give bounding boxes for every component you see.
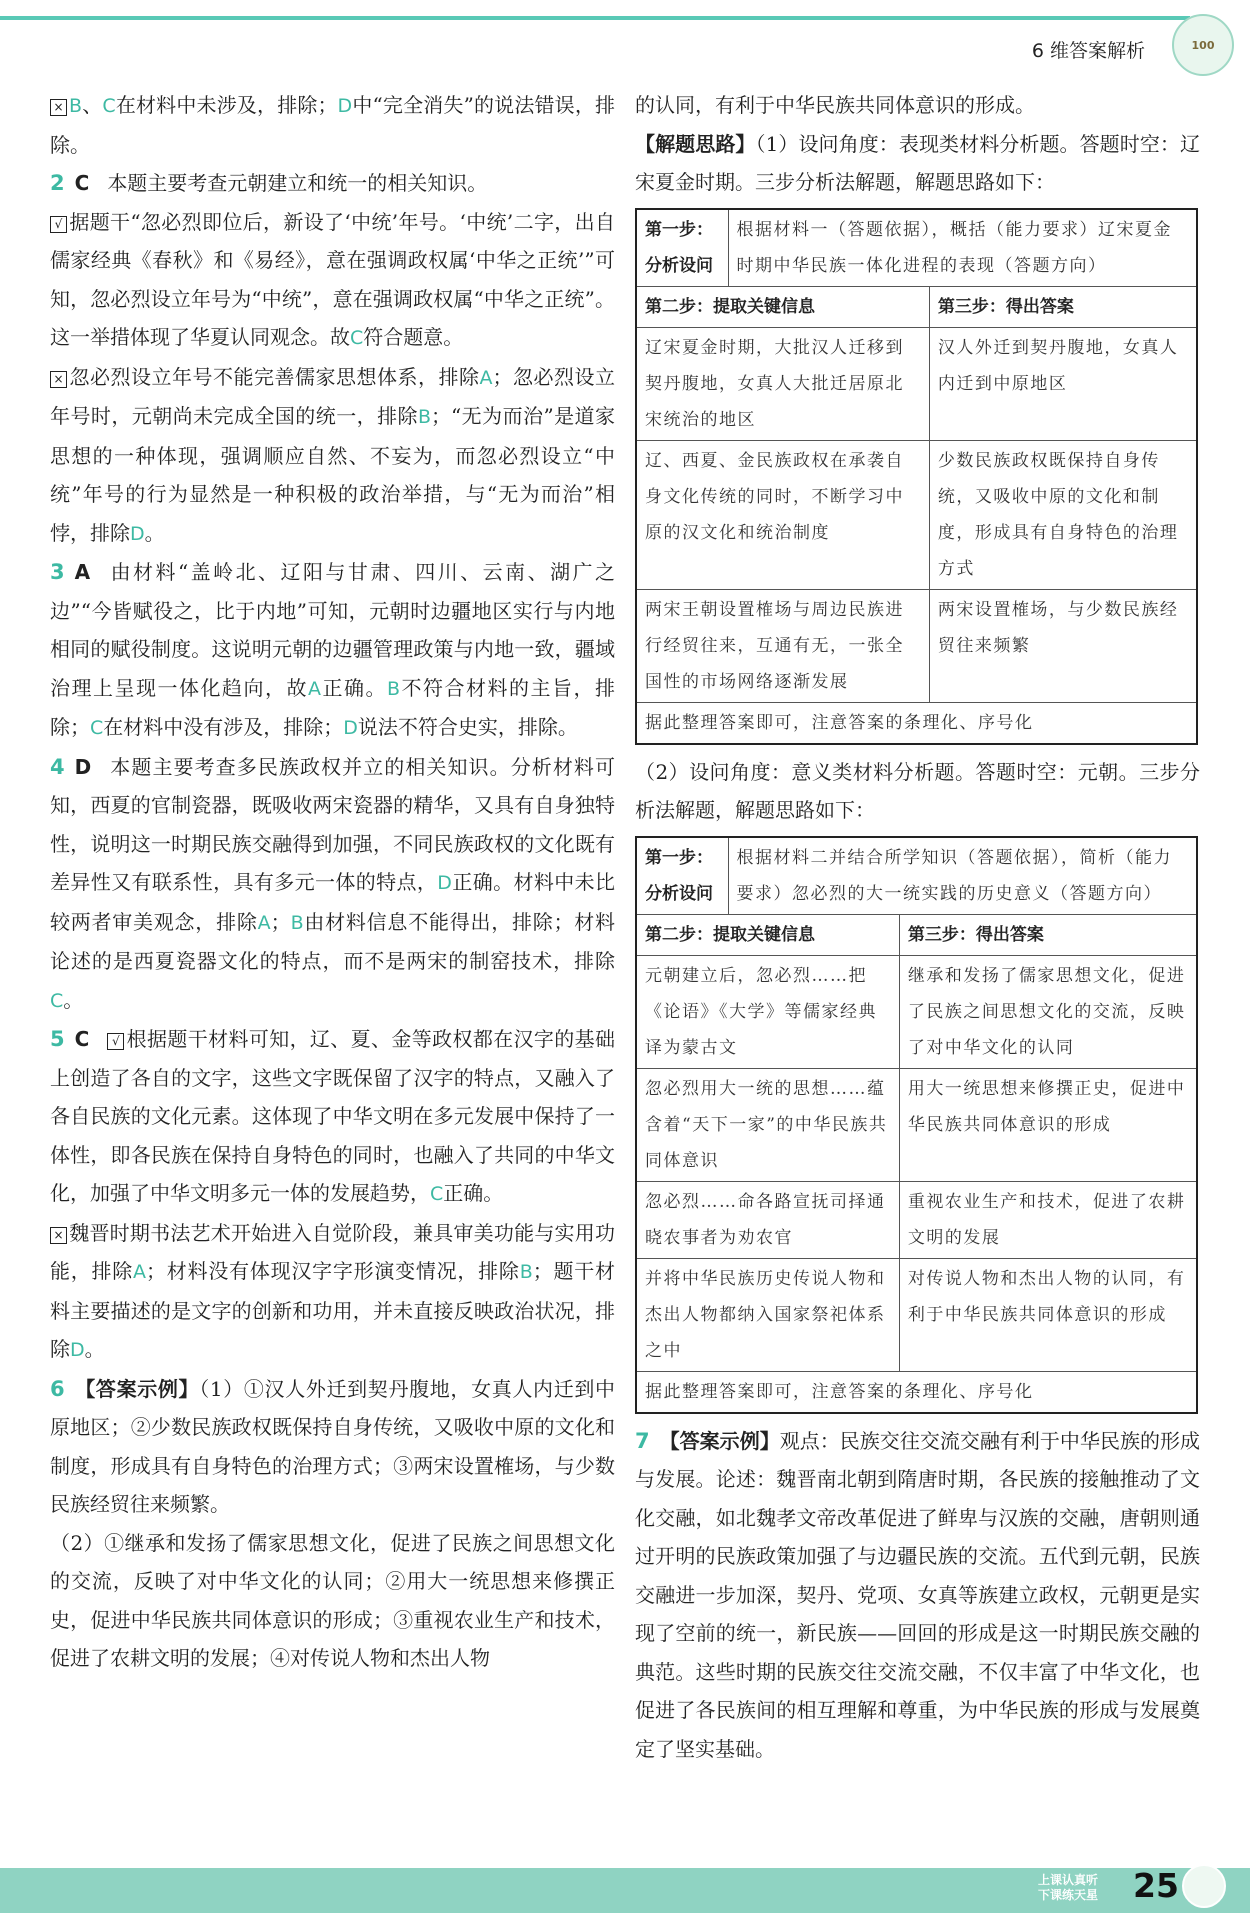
page-number: 25 [1133, 1866, 1179, 1905]
step1-label-b: 分析设问 [645, 255, 713, 276]
step3-header: 第三步：得出答案 [899, 914, 1197, 955]
option-b: B [417, 406, 432, 428]
q5-t2: 正确。 [443, 1181, 504, 1205]
key-info-cell: 辽、西夏、金民族政权在承袭自身文化传统的同时，不断学习中原的汉文化和统治制度 [636, 440, 929, 589]
option-c: C [50, 989, 64, 1012]
q3-t3: 不符合材料的主旨，排除； [50, 675, 616, 739]
option-b: B [69, 95, 83, 117]
q4-t3: ； [270, 909, 291, 934]
q5-w1: 魏晋时期书法艺术开始进入自觉阶段，兼具审美功能与实用功能，排除 [50, 1220, 615, 1283]
answer-cell: 少数民族政权既保持自身传统，又吸收中原的文化和制度，形成具有自身特色的治理方式 [929, 440, 1197, 589]
question-number: 4 [50, 754, 65, 779]
q7-block [635, 1422, 1200, 1769]
table-note: 据此整理答案即可，注意答案的条理化、序号化 [636, 702, 1197, 744]
key-info-cell: 两宋王朝设置榷场与周边民族进行经贸往来，互通有无，一张全国性的市场网络逐渐发展 [636, 589, 929, 702]
table-note: 据此整理答案即可，注意答案的条理化、序号化 [636, 1371, 1197, 1413]
q1-tail: × B、C在材料中未涉及，排除；D中“完全消失”的说法错误，排除。 [50, 93, 616, 157]
option-d: D [343, 717, 358, 739]
q3-t1: 由材料“盖岭北、辽阳与甘肃、四川、云南、湖广之边”“今皆赋役之，比于内地”可知，元朝时边疆地区实行与内地相同的赋役制度。这说明元朝的边疆管理政策与内地一致，疆域治理上呈现一体化趋向，故 [50, 560, 615, 700]
option-b: B [386, 677, 401, 700]
left-column [50, 86, 615, 1678]
mascot-icon [1182, 1864, 1226, 1908]
answer-cell: 用大一统思想来修撰正史，促进中华民族共同体意识的形成 [899, 1068, 1197, 1181]
q2-correct-text: 据题干“忽必烈即位后，新设了‘中统’年号。‘中统’二字，出自儒家经典《春秋》和《易经》，意在强调政权属‘中华之正统’”可知，忽必烈设立年号为“中统”，意在强调政权属“中华之正统”。这一举措体现了华夏认同观念。故 [50, 209, 615, 349]
option-a: A [133, 1261, 147, 1283]
wrong-mark-icon: × [50, 99, 67, 116]
table-row [636, 955, 1197, 1068]
q5-wrong [50, 1214, 615, 1370]
correct-mark-icon: √ [50, 216, 67, 233]
analysis-table-2 [635, 836, 1198, 1414]
option-d: D [437, 872, 452, 894]
answer-letter: C [74, 171, 90, 195]
q2-lead: 本题主要考查元朝建立和统一的相关知识。 [107, 171, 488, 195]
step1-text: 根据材料二并结合所学知识（答题依据），简析（能力要求）忽必烈的大一统实践的历史意义（答题方向） [728, 837, 1197, 915]
step1-label-b: 分析设问 [645, 883, 713, 904]
right-column [635, 86, 1200, 1768]
q3-t5: 说法不符合史实，排除。 [357, 715, 578, 739]
footer-slogan [1038, 1873, 1098, 1903]
answer-letter: D [74, 754, 92, 779]
q3-block [50, 553, 615, 748]
answer-cell: 重视农业生产和技术，促进了农耕文明的发展 [899, 1181, 1197, 1258]
logo-text: 100 [1191, 38, 1215, 52]
table-row [636, 327, 1197, 440]
q2-wrong [50, 358, 615, 554]
step1-label [636, 837, 728, 915]
header-title: 6 维答案解析 [1031, 40, 1145, 62]
answer-letter: A [74, 560, 91, 584]
q4-t1: 本题主要考查多民族政权并立的相关知识。分析材料可知，西夏的官制瓷器，既吸收两宋瓷器的精华，又具有自身独特性，说明这一时期民族交融得到加强，不同民族政权的文化既有差异性又有联系性，具有多元一体的特点， [50, 754, 615, 894]
slogan-line-1: 上课认真听 [1038, 1873, 1099, 1887]
question-number: 3 [50, 560, 65, 584]
q2-w4: 。 [144, 520, 165, 545]
logo-mascot-icon [1172, 14, 1234, 76]
answer-cell: 继承和发扬了儒家思想文化，促进了民族之间思想文化的交流，反映了对中华文化的认同 [899, 955, 1197, 1068]
step1-text: 根据材料一（答题依据），概括（能力要求）辽宋夏金时期中华民族一体化进程的表现（答题方向） [728, 209, 1197, 287]
table-row [636, 440, 1197, 589]
option-c: C [90, 717, 104, 739]
option-d: D [70, 1339, 85, 1361]
key-info-cell: 辽宋夏金时期，大批汉人迁移到契丹腹地，女真人大批迁居原北宋统治的地区 [636, 327, 929, 440]
q5-w2: ；材料没有体现汉字字形演变情况，排除 [146, 1259, 520, 1283]
option-b: B [290, 911, 304, 934]
question-number: 2 [50, 171, 65, 195]
table-row [636, 1181, 1197, 1258]
q2-correct-end: 符合题意。 [363, 325, 464, 349]
q3-t4: 在材料中没有涉及，排除； [103, 715, 344, 739]
q6-p2-block [50, 1524, 615, 1678]
question-number: 6 [50, 1376, 65, 1401]
q7-text: 观点：民族交往交流交融有利于中华民族的形成与发展。论述：魏晋南北朝到隋唐时期，各民族的接触推动了文化交融，如北魏孝文帝改革促进了鲜卑与汉族的交融，唐朝则通过开明的民族政策加强了与边疆民族的交流。五代到元朝，民族交融进一步加深，契丹、党项、女真等族建立政权，元朝更是实现了空前的统一，新民族——回回的形成是这一时期民族交融的典范。这些时期的民族交往交流交融，不仅丰富了中华文化，也促进了各民族间的相互理解和尊重，为中华民族的形成与发展奠定了坚实基础。 [635, 1428, 1201, 1761]
answer-letter: C [74, 1027, 90, 1051]
option-c: C [430, 1183, 444, 1205]
step3-header: 第三步：得出答案 [929, 286, 1197, 327]
option-c: C [350, 327, 364, 349]
key-info-cell: 并将中华民族历史传说人物和杰出人物都纳入国家祭祀体系之中 [636, 1258, 899, 1371]
table-row [636, 589, 1197, 702]
option-d: D [130, 522, 145, 545]
q4-block [50, 748, 615, 1021]
question-number: 7 [635, 1428, 650, 1453]
route-2-text: （2）设问角度：意义类材料分析题。答题时空：元朝。三步分析法解题，解题思路如下： [635, 759, 1200, 822]
q6-p1: （1）①汉人外迁到契丹腹地，女真人内迁到中原地区；②少数民族政权既保持自身传统，又吸收中原的文化和制度，形成具有自身特色的治理方式；③两宋设置榷场，与少数民族经贸往来频繁。 [50, 1376, 615, 1516]
continuation-text: 的认同，有利于中华民族共同体意识的形成。 [635, 93, 1035, 117]
option-a: A [257, 911, 271, 934]
slogan-line-2: 下课练天星 [1038, 1888, 1099, 1902]
answer-example-tag: 【答案示例】 [659, 1428, 780, 1453]
q2-w2: ；忽必烈设立年号时，元朝尚未完成全国的统一，排除 [50, 364, 615, 428]
q5-w4: 。 [84, 1337, 105, 1361]
step2-header: 第二步：提取关键信息 [636, 914, 899, 955]
step1-label [636, 209, 728, 287]
answer-cell: 汉人外迁到契丹腹地，女真人内迁到中原地区 [929, 327, 1197, 440]
step2-header: 第二步：提取关键信息 [636, 286, 929, 327]
header-bar [0, 16, 1190, 20]
q6-p2: （2）①继承和发扬了儒家思想文化，促进了民族之间思想文化的交流，反映了对中华文化的认同；②用大一统思想来修撰正史，促进中华民族共同体意识的形成；③重视农业生产和技术，促进了农耕文明的发展；④对传说人物和杰出人物 [50, 1530, 615, 1670]
q5-t1: 根据题干材料可知，辽、夏、金等政权都在汉字的基础上创造了各自的文字，这些文字既保留了汉字的特点，又融入了各自民族的文化元素。这体现了中华文明在多元发展中保持了一体性，即各民族在保持自身特色的同时，也融入了共同的中华文化，加强了中华文明多元一体的发展趋势， [50, 1027, 615, 1205]
q4-t4: 由材料信息不能得出，排除；材料论述的是西夏瓷器文化的特点，而不是两宋的制窑技术，排除 [50, 909, 616, 973]
q2-correct [50, 203, 615, 358]
step1-label-a: 第一步： [645, 219, 713, 240]
answer-cell: 对传说人物和杰出人物的认同，有利于中华民族共同体意识的形成 [899, 1258, 1197, 1371]
step1-label-a: 第一步： [645, 847, 713, 868]
analysis-table-1 [635, 208, 1198, 745]
q6-block [50, 1370, 615, 1524]
question-number: 5 [50, 1027, 65, 1051]
correct-mark-icon: √ [107, 1033, 124, 1050]
route-1-text: （1）设问角度：表现类材料分析题。答题时空：辽宋夏金时期。三步分析法解题，解题思路如下： [635, 131, 1201, 194]
wrong-mark-icon: × [50, 1227, 67, 1244]
q1-text1: 在材料中未涉及，排除； [115, 93, 338, 117]
key-info-cell: 忽必烈……命各路宣抚司择通晓农事者为劝农官 [636, 1181, 899, 1258]
option-a: A [479, 366, 493, 389]
q1-text2: 中“完全消失”的说法错误，排除。 [50, 93, 616, 157]
key-info-cell: 元朝建立后，忽必烈……把《论语》《大学》等儒家经典译为蒙古文 [636, 955, 899, 1068]
answer-cell: 两宋设置榷场，与少数民族经贸往来频繁 [929, 589, 1197, 702]
q5-block [50, 1020, 615, 1214]
answer-example-tag: 【答案示例】 [74, 1376, 200, 1401]
route-1-block [635, 125, 1200, 202]
q3-t2: 正确。 [320, 675, 387, 700]
q5-w3: ；题干材料主要描述的是文字的创新和功用，并未直接反映政治状况，排除 [50, 1259, 616, 1361]
q2-block [50, 164, 615, 203]
q2-w1: 忽必烈设立年号不能完善儒家思想体系，排除 [69, 364, 480, 389]
q4-t2: 正确。材料中未比较两者审美观念，排除 [50, 870, 616, 934]
key-info-cell: 忽必烈用大一统的思想……蕴含着“天下一家”的中华民族共同体意识 [636, 1068, 899, 1181]
option-d: D [337, 95, 353, 117]
option-b: B [519, 1261, 533, 1283]
wrong-mark-icon: × [50, 371, 67, 388]
table-row [636, 1258, 1197, 1371]
q2-w3: ；“无为而治”是道家思想的一种体现，强调顺应自然、不妄为，而忽必烈设立“中统”年号的行为显然是一种积极的政治举措，与“无为而治”相悖，排除 [50, 404, 616, 545]
option-a: A [307, 677, 321, 700]
table-row [636, 1068, 1197, 1181]
option-c: C [102, 95, 116, 117]
q4-t5: 。 [63, 987, 84, 1012]
route-tag: 【解题思路】 [635, 131, 756, 156]
